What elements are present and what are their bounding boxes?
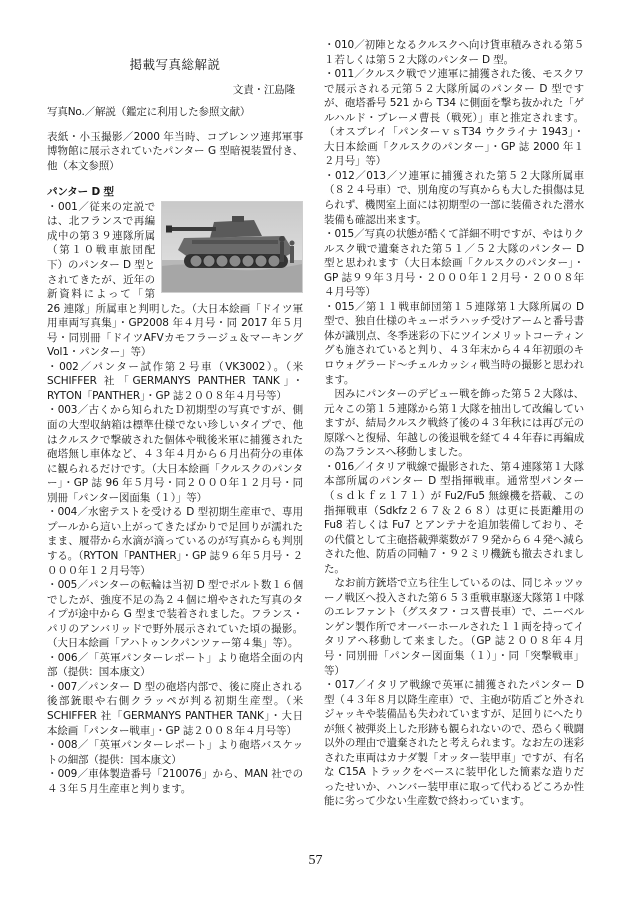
entry-001: ・001／従来の定説では、北フランスで再編成中の第３９連隊所属（第１０戦車旅団配下）のパンター D 型とされてきたが、近年の新資料によって「第 26 連隊」所属車と判明した。（大日本絵画「ドイツ軍用車両写真集」・GP2008 年４月号・同 2017 年５月号・同別冊「ドイツAFVカモフラージュ＆マーキングVol1・パンター」等） — [47, 200, 303, 359]
entry-015: ・015／写真の状態が酷くて詳細不明ですが、やはりクルスク戦で遺棄された第５１／５２大隊のパンター D 型と思われます（大日本絵画「クルスクのパンター」・GP 誌９９年３月号・２０００年１２月号・２００８年４月号等） — [324, 228, 584, 299]
entry-015b: ・015／第１１戦車師団第１５連隊第１大隊所属の D 型で、独自仕様のキューポラハッチ受けアームと番号書体が識別点、冬季迷彩の下にツインメリットコーティングも施されていると判り、４３年末から４４年初頭のキロウォグラード～チェルカッシィ戦当時の撮影と思われます。 — [324, 300, 584, 386]
entry-008: ・008／「英軍パンターレポート」より砲塔バスケットの細部（提供：国本康文） — [47, 739, 303, 766]
entry-005: ・005／パンターの転輪は当初 D 型でボルト数１６個でしたが、強度不足の為２４個に増やされた写真のタイプが途中から G 型まで装着されました。フランス・パリのアンバリッドで野外展示されていた頃の撮影。（大日本絵画「アハトゥンクパンツァー第４集」等）。 — [47, 579, 303, 650]
entry-003: ・003／古くから知られたＤ初期型の写真ですが、側面の大型収納箱は標準仕様でない珍しいタイプで、他はクルスクで撃破された個体や戦後米軍に捕獲された砲塔無し車体など、４３年４月から６月出荷分の車体に観られるだけです。（大日本絵画「クルスクのパンター」・GP 誌 96 年５月号・同２０００年１２月号・同別冊「パンター図面集（１）」等） — [47, 404, 303, 504]
entry-011: ・011／クルスク戦でソ連軍に捕獲された後、モスクワで展示される元第５２大隊所属のパンター D 型ですが、砲塔番号 521 から T34 に側面を撃ち抜かれた「ゲルハルド・ブレーメ曹長（戦死）」車と推定されます。（オスプレイ「パンターｖｓT34 ウクライナ 1943」・大日本絵画「クルスクのパンター」・GP 誌 2000 年１２月号」等） — [324, 68, 584, 168]
entry-006: ・006／「英軍パンターレポート」より砲塔全面の内部（提供：国本康文） — [47, 651, 303, 679]
paragraph-52nd-battalion: 因みにパンターのデビュー戦を飾った第５２大隊は、元々この第１５連隊から第１大隊を抽出して改編していますが、結局クルスク戦終了後の４３年秋には再び元の原隊へと復帰、年越しの後退戦を経て４４年春に再編成の為フランスへ移動しました。 — [324, 388, 584, 459]
photo-legend: 写真No.／解説（鑑定に利用した参照文献） — [47, 106, 251, 119]
entry-009: ・009／車体製造番号「210076」から、MAN 社での４３年５月生産車と判ります。 — [47, 768, 303, 795]
author-credit: 文責・江島隆 — [232, 83, 295, 96]
entry-012-013: ・012／013／ソ連軍に捕獲された第５２大隊所属車（８２４号車）で、別角度の写真からも大した損傷は見られず、機関室上面には初期型の一部に装備された潜水装備も確認出来ます。 — [324, 169, 584, 226]
entry-007: ・007／パンター D 型の砲塔内部で、後に廃止される後部銃眼や右側クラッペが判る初期生産型。（米 SCHIFFER 社「GERMANYS PANTHER TANK」・大日本絵画「パンター戦車」・GP 誌２００８年４月号等） — [47, 680, 303, 737]
section-heading-panther-d: パンター D 型 — [47, 186, 114, 199]
entry-004: ・004／水密テストを受ける D 型初期生産車で、専用プールから這い上がってきたばかりで足回りが濡れたまま、履帯から水滴が滴っているのが写真からも判別する。（RYTON「PANTHER」・GP 誌９６年５月号・２０００年１２月号等） — [47, 506, 303, 577]
paragraph-anzio: なお前方銃塔で立ち往生しているのは、同じネッツゥーノ戦区へ投入された第６５３重戦車駆逐大隊第１中隊のエレファント（グスタフ・コス曹長車）で、ニーベルンゲン製作所でオーバーホールされた１１両を持ってイタリアへ移動して来ました。（GP 誌２００８年４月号・同別冊「パンター図面集（１）」・同「突撃戦車」等） — [324, 577, 584, 677]
cover-note: 表紙・小玉撮影／2000 年当時、コブレンツ連邦軍事博物館に展示されていたパンター G 型暗視装置付き、他（本文参照） — [47, 130, 303, 172]
page-number: 57 — [308, 853, 323, 868]
page-title: 掲載写真総解説 — [129, 57, 221, 72]
tank-photo — [161, 201, 303, 293]
entry-017: ・017／イタリア戦線で英軍に捕獲されたパンター D 型（４３年８月以降生産車）で、主砲が防盾ごと外されジャッキや装備品も失われていますが、足回りにへたりが無く被弾炎上した形跡も観られないので、恐らく戦闘以外の理由で遺棄されたと考えられます。なお左の迷彩された車両はカナダ製「オッター装甲車」ですが、有名な C15A トラックをベースに装甲化した簡素な造りだったせいか、ハンバー装甲車に取って代わるどころか性能に劣って少ない生産数で終わっています。 — [324, 679, 584, 808]
entry-010: ・010／初陣となるクルスクへ向け貨車積みされる第５１若しくは第５２大隊のパンター D 型。 — [324, 39, 584, 66]
entry-016: ・016／イタリア戦線で撮影された、第４連隊第１大隊本部所属のパンター D 型指揮戦車。通常型パンター（ｓｄｋｆｚ１７１）が Fu2/Fu5 無線機を搭載、この指揮戦車（Sdkfz２６７＆２６８）は更に長距離用の Fu8 若しくは Fu7 とアンテナを追加装備しており、その代償として主砲搭載弾薬数が７９発から６４発へ減らされた他、防盾の同軸７・９２ミリ機銃も撤去されました。 — [324, 460, 584, 575]
left-column — [47, 40, 303, 796]
right-column — [324, 38, 584, 809]
entry-002: ・002／パンター試作第２号車（VK3002）。（米 SCHIFFER 社「GERMANYS PANTHER TANK」・RYTON「PANTHER」・GP 誌２００８年４月号等） — [47, 360, 303, 402]
